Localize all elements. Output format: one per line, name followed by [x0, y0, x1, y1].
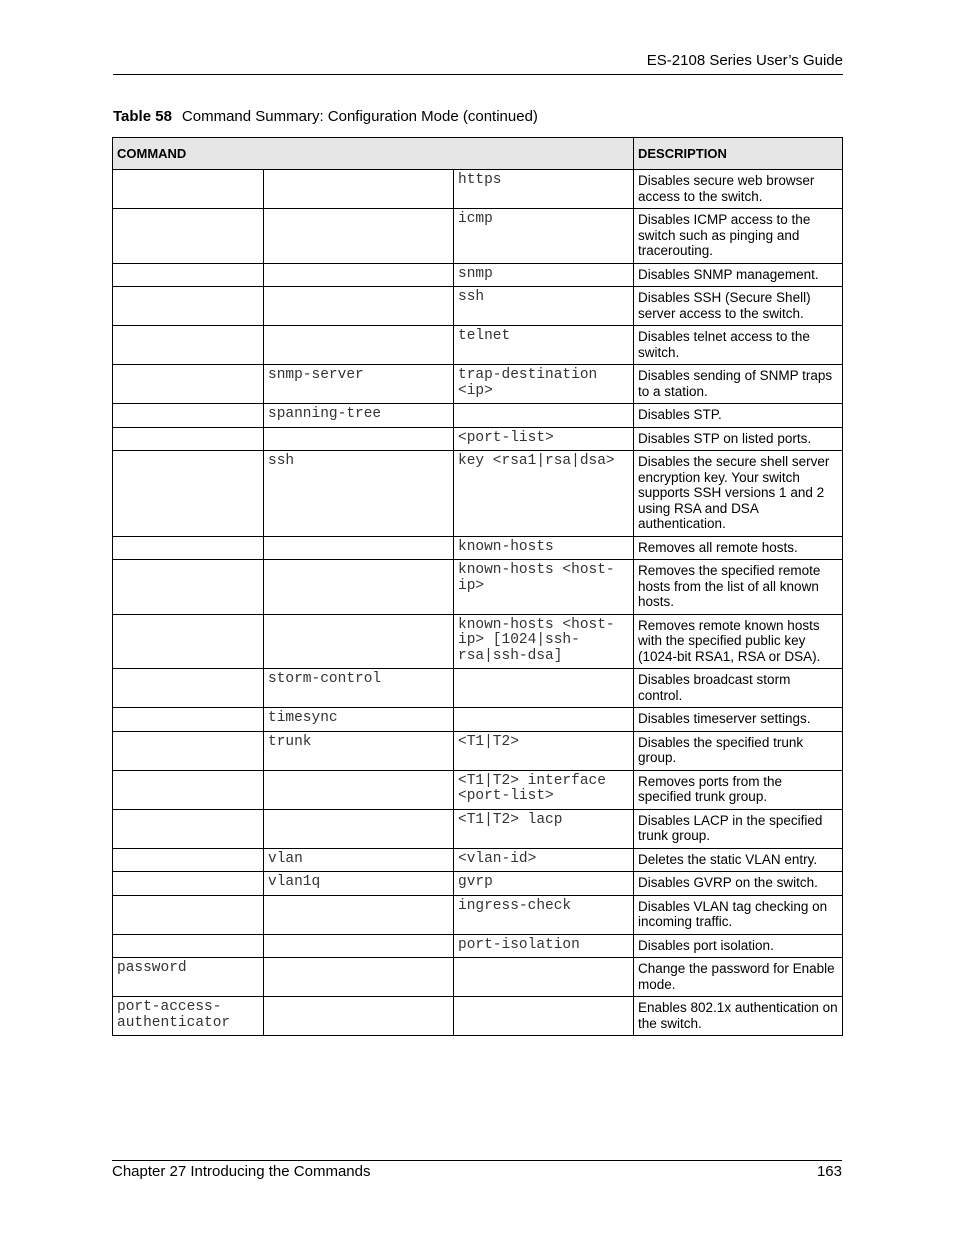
command-cell: snmp-server: [264, 365, 454, 404]
description-cell: Deletes the static VLAN entry.: [634, 848, 843, 872]
command-cell: [264, 263, 454, 287]
command-cell: [264, 934, 454, 958]
command-cell: [113, 427, 264, 451]
table-row: [113, 404, 843, 428]
table-row: [113, 365, 843, 404]
table-row: [113, 958, 843, 997]
description-cell: Enables 802.1x authentication on the switch.: [634, 997, 843, 1036]
command-cell: [113, 731, 264, 770]
table-number: Table 58: [113, 108, 172, 125]
description-cell: Removes all remote hosts.: [634, 536, 843, 560]
command-cell: [264, 536, 454, 560]
command-cell: [113, 365, 264, 404]
command-cell: storm-control: [264, 669, 454, 708]
description-cell: Change the password for Enable mode.: [634, 958, 843, 997]
command-cell: [113, 895, 264, 934]
table-row: [113, 997, 843, 1036]
description-cell: Disables SSH (Secure Shell) server access to the switch.: [634, 287, 843, 326]
command-cell: [454, 997, 634, 1036]
table-row: [113, 848, 843, 872]
table-row: [113, 809, 843, 848]
table-row: [113, 934, 843, 958]
command-cell: [264, 170, 454, 209]
command-cell: [113, 708, 264, 732]
command-cell: trap-destination <ip>: [454, 365, 634, 404]
description-cell: Disables telnet access to the switch.: [634, 326, 843, 365]
command-cell: [264, 209, 454, 264]
command-cell: trunk: [264, 731, 454, 770]
command-cell: key <rsa1|rsa|dsa>: [454, 451, 634, 537]
command-cell: known-hosts: [454, 536, 634, 560]
command-cell: known-hosts <host-ip> [1024|ssh-rsa|ssh-dsa]: [454, 614, 634, 669]
command-cell: [113, 770, 264, 809]
table-row: [113, 287, 843, 326]
guide-title: ES-2108 Series User’s Guide: [646, 52, 843, 69]
command-cell: [113, 614, 264, 669]
command-cell: ssh: [264, 451, 454, 537]
command-cell: [454, 404, 634, 428]
table-row: [113, 669, 843, 708]
command-cell: [113, 287, 264, 326]
command-cell: [264, 997, 454, 1036]
description-cell: Disables the specified trunk group.: [634, 731, 843, 770]
command-cell: port-access-authenticator: [113, 997, 264, 1036]
command-cell: https: [454, 170, 634, 209]
command-cell: [264, 958, 454, 997]
description-cell: Removes ports from the specified trunk group.: [634, 770, 843, 809]
command-cell: [113, 560, 264, 615]
command-cell: [264, 560, 454, 615]
command-cell: snmp: [454, 263, 634, 287]
command-cell: vlan1q: [264, 872, 454, 896]
table-row: [113, 708, 843, 732]
command-cell: [113, 848, 264, 872]
command-cell: port-isolation: [454, 934, 634, 958]
page-header: [113, 50, 843, 75]
command-cell: [113, 934, 264, 958]
command-cell: timesync: [264, 708, 454, 732]
command-cell: [264, 770, 454, 809]
description-cell: Disables sending of SNMP traps to a station.: [634, 365, 843, 404]
command-cell: password: [113, 958, 264, 997]
command-cell: known-hosts <host-ip>: [454, 560, 634, 615]
page-footer: [112, 1160, 842, 1180]
description-column-header: DESCRIPTION: [634, 138, 843, 170]
command-cell: [113, 170, 264, 209]
page-number: 163: [816, 1163, 842, 1180]
command-cell: [454, 708, 634, 732]
command-cell: vlan: [264, 848, 454, 872]
table-row: [113, 614, 843, 669]
command-cell: <T1|T2> interface <port-list>: [454, 770, 634, 809]
table-row: [113, 209, 843, 264]
description-cell: Disables STP.: [634, 404, 843, 428]
description-cell: Removes remote known hosts with the specified public key (1024-bit RSA1, RSA or DSA).: [634, 614, 843, 669]
command-cell: icmp: [454, 209, 634, 264]
command-summary-table: [112, 137, 843, 1036]
command-cell: <vlan-id>: [454, 848, 634, 872]
table-row: [113, 536, 843, 560]
description-cell: Disables timeserver settings.: [634, 708, 843, 732]
table-row: [113, 263, 843, 287]
command-cell: <port-list>: [454, 427, 634, 451]
table-row: [113, 427, 843, 451]
command-cell: telnet: [454, 326, 634, 365]
command-cell: ingress-check: [454, 895, 634, 934]
description-cell: Disables LACP in the specified trunk group.: [634, 809, 843, 848]
description-cell: Disables SNMP management.: [634, 263, 843, 287]
table-row: [113, 170, 843, 209]
description-cell: Disables the secure shell server encryption key. Your switch supports SSH versions 1 and 2 using RSA and DSA authentication.: [634, 451, 843, 537]
table-row: [113, 560, 843, 615]
command-cell: gvrp: [454, 872, 634, 896]
table-row: [113, 895, 843, 934]
command-cell: [113, 536, 264, 560]
command-cell: [113, 209, 264, 264]
command-cell: [113, 451, 264, 537]
command-cell: [264, 427, 454, 451]
command-cell: [113, 669, 264, 708]
table-row: [113, 731, 843, 770]
command-cell: [264, 809, 454, 848]
command-cell: [264, 326, 454, 365]
command-cell: ssh: [454, 287, 634, 326]
command-cell: [113, 404, 264, 428]
table-title: Command Summary: Configuration Mode (continued): [181, 108, 538, 125]
command-cell: [264, 287, 454, 326]
command-cell: [113, 872, 264, 896]
command-cell: spanning-tree: [264, 404, 454, 428]
command-cell: [113, 809, 264, 848]
description-cell: Disables STP on listed ports.: [634, 427, 843, 451]
command-cell: <T1|T2> lacp: [454, 809, 634, 848]
table-caption: [113, 108, 538, 125]
command-cell: [264, 895, 454, 934]
description-cell: Disables VLAN tag checking on incoming traffic.: [634, 895, 843, 934]
table-header-row: [113, 138, 843, 170]
command-cell: [113, 326, 264, 365]
command-cell: [454, 958, 634, 997]
chapter-title: Chapter 27 Introducing the Commands: [112, 1163, 371, 1180]
command-cell: [264, 614, 454, 669]
description-cell: Removes the specified remote hosts from the list of all known hosts.: [634, 560, 843, 615]
table-body: [113, 170, 843, 1036]
command-column-header: COMMAND: [113, 138, 634, 170]
command-cell: [454, 669, 634, 708]
table-row: [113, 872, 843, 896]
table-row: [113, 770, 843, 809]
command-cell: <T1|T2>: [454, 731, 634, 770]
description-cell: Disables port isolation.: [634, 934, 843, 958]
description-cell: Disables broadcast storm control.: [634, 669, 843, 708]
command-cell: [113, 263, 264, 287]
table-row: [113, 451, 843, 537]
description-cell: Disables ICMP access to the switch such as pinging and tracerouting.: [634, 209, 843, 264]
description-cell: Disables GVRP on the switch.: [634, 872, 843, 896]
description-cell: Disables secure web browser access to the switch.: [634, 170, 843, 209]
table-row: [113, 326, 843, 365]
